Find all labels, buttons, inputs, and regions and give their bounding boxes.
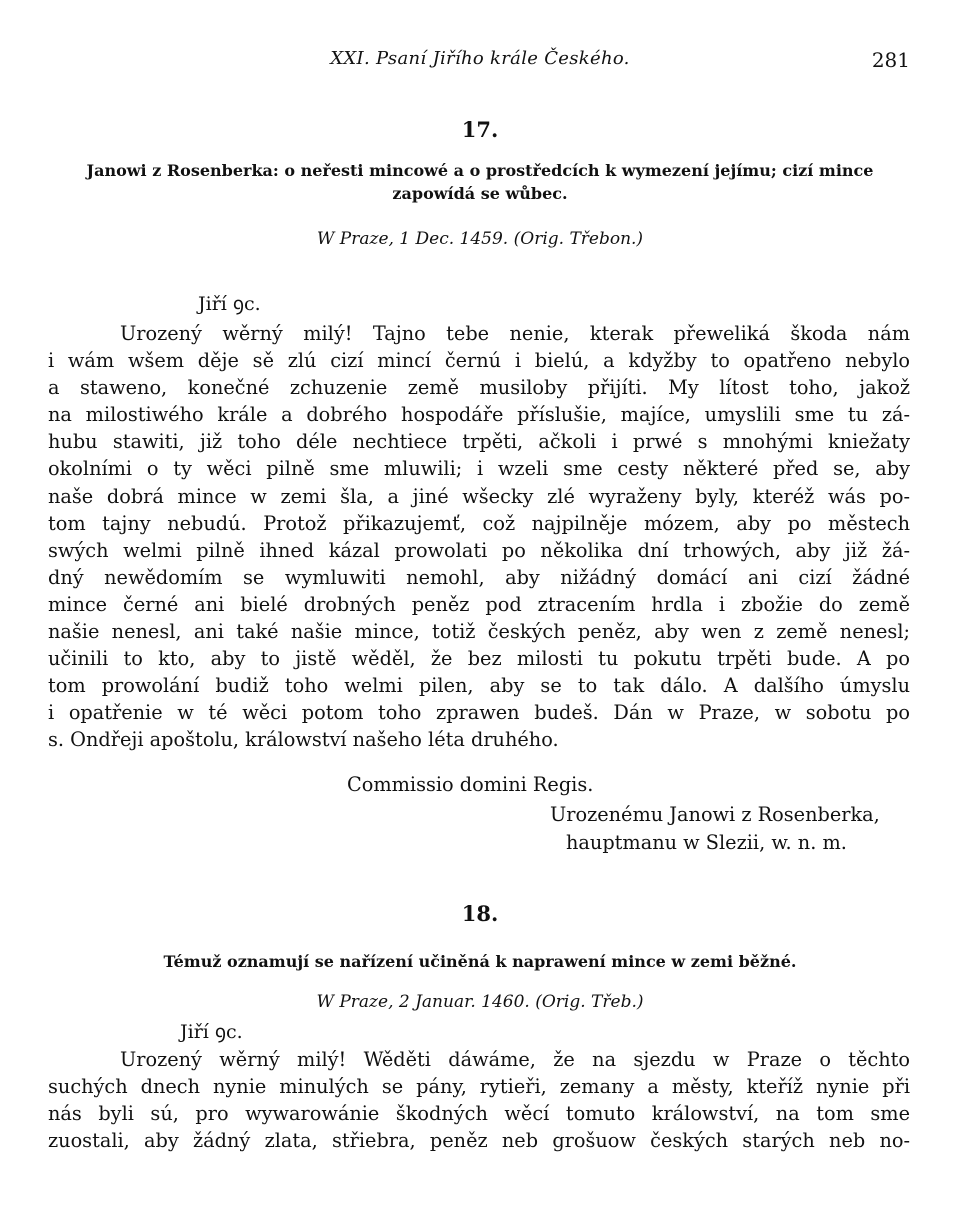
letter-17-line: našie nenesl, ani také našie mince, totiž českých peněz, aby wen z země nenesl; [48, 620, 910, 644]
letter-18-date: W Praze, 2 Januar. 1460. (Orig. Třeb.) [316, 992, 644, 1012]
letter-18-line: suchých dnech nynie minulých se pány, rytieři, zemany a městy, kteříž nynie při [48, 1075, 910, 1099]
letter-17-line: Urozený wěrný milý! Tajno tebe nenie, kterak přeweliká škoda nám [120, 322, 910, 345]
running-head [50, 48, 910, 74]
letter-18-number: 18. [461, 901, 499, 926]
letter-17-line: mince černé ani bielé drobných peněz pod ztracením hrdla i zbožie do země [48, 592, 910, 616]
page-number: 281 [871, 48, 910, 72]
letter-17-line: hubu stawiti, již toho déle nechtiece trpěti, ačkoli i prwé s mnohými kniežaty [48, 430, 910, 454]
letter-17-heading [48, 159, 912, 205]
letter-17-date: W Praze, 1 Dec. 1459. (Orig. Třebon.) [316, 229, 644, 249]
letter-17-line: i opatřenie w té wěci potom toho zprawen budeš. Dán w Praze, w sobotu po [48, 701, 910, 725]
address-line: Urozenému Janowi z Rosenberka, [550, 803, 880, 826]
letter-18-heading: Témuž oznamují se nařízení učiněná k naprawení mince w zemi běžné. [163, 952, 797, 971]
letter-18-line: Urozený wěrný milý! Wěděti dáwáme, že na sjezdu w Praze o těchto [120, 1048, 910, 1071]
letter-17-line: naše dobrá mince w zemi šla, a jiné wšecky zlé wyraženy byly, kteréž wás po- [48, 484, 910, 508]
letter-17-line: okolními o ty wěci pilně sme mluwili; i wzeli sme cesty některé před se, aby [48, 457, 910, 481]
letter-17-number: 17. [461, 117, 499, 142]
letter-17-line: dný newědomím se wymluwiti nemohl, aby nižádný domácí ani cizí žádné [48, 565, 910, 589]
letter-17-heading-line: zapowídá se wůbec. [392, 184, 568, 203]
letter-17-line: a staweno, konečné zchuzenie země musiloby přijíti. My lítost toho, jakož [48, 376, 910, 400]
letter-17-line: tom tajny nebudú. Protož přikazujemť, což najpilněje mózem, aby po městech [48, 511, 910, 535]
letter-18-line: nás byli sú, pro wywarowánie škodných wěcí tomuto králowství, na tom sme [48, 1102, 910, 1126]
letter-18-line: zuostali, aby žádný zlata, střiebra, peněz neb grošuow českých starých neb no- [48, 1129, 910, 1153]
letter-17-line: swých welmi pilně ihned kázal prowolati po několika dní trhowých, aby již žá- [48, 538, 910, 562]
letter-18-body [48, 1046, 910, 1154]
commissio-note: Commissio domini Regis. [347, 773, 594, 796]
letter-17-body [48, 320, 910, 754]
running-title: XXI. Psaní Jiřího krále Českého. [330, 48, 630, 69]
letter-17-line: i wám wšem děje sě zlú cizí mincí černú i bielú, a kdyžby to opatřeno nebylo [48, 349, 910, 373]
letter-17-line: učinili to kto, aby to jistě wěděl, že bez milosti tu pokutu trpěti bude. A po [48, 647, 910, 671]
letter-17-salutation: Jiří ꝯc. [198, 293, 261, 315]
letter-17-heading-line: Janowi z Rosenberka: o neřesti mincowé a o prostředcích k wymezení jejímu; cizí mince [86, 161, 874, 180]
letter-17-line: na milostiwého krále a dobrého hospodáře příslušie, majíce, umyslili sme tu zá- [48, 403, 910, 427]
address-line: hauptmanu w Slezii, w. n. m. [566, 831, 847, 854]
letter-17-line: tom prowolání budiž toho welmi pilen, aby se to tak dálo. A dalšího úmyslu [48, 674, 910, 698]
letter-18-salutation: Jiří ꝯc. [180, 1021, 243, 1043]
letter-17-line: s. Ondřeji apoštolu, králowství našeho léta druhého. [48, 728, 559, 752]
